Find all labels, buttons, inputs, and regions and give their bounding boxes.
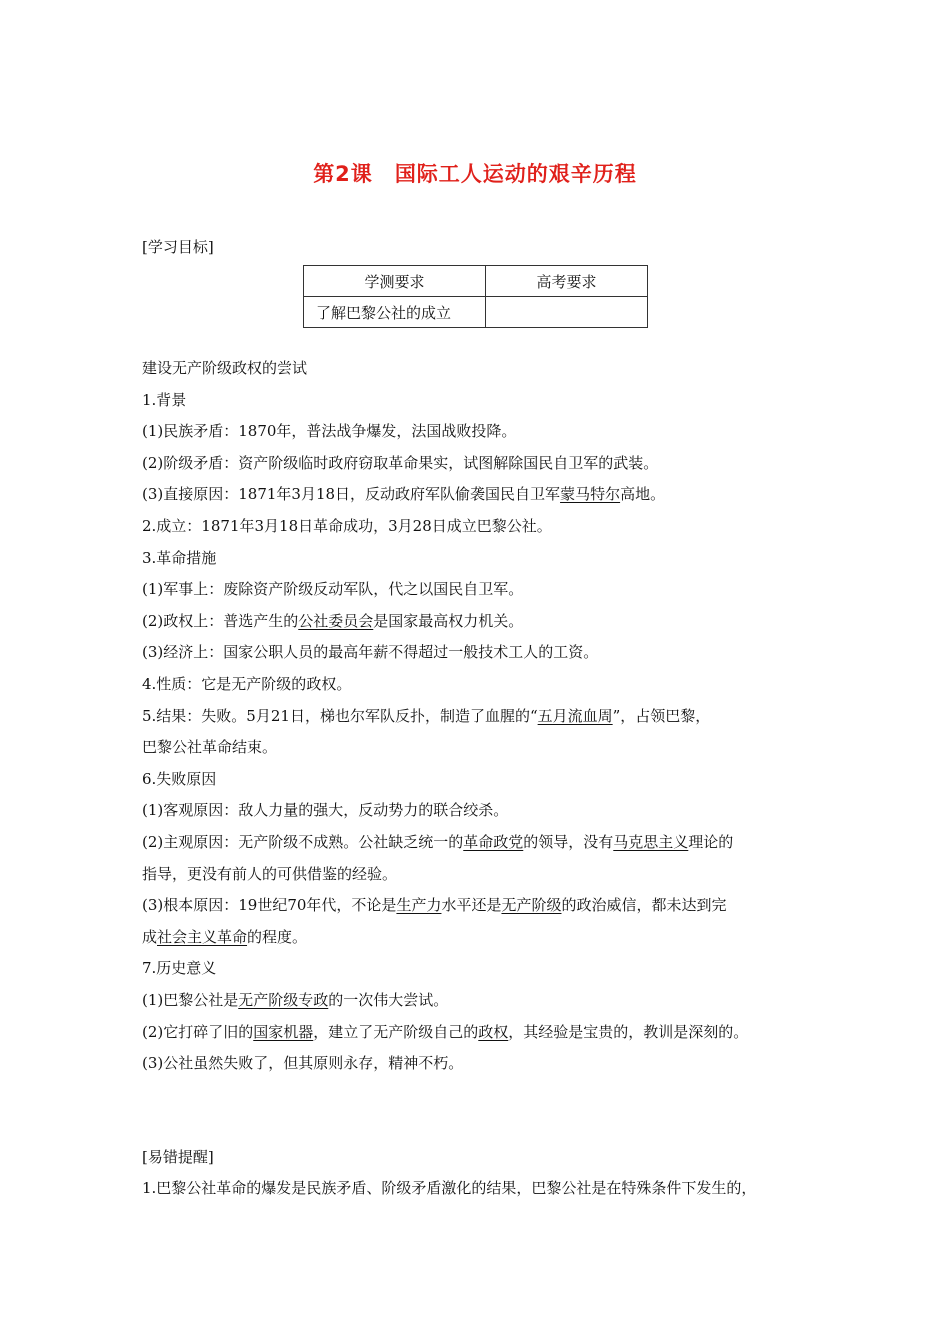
- underlined-keyword: 无产阶级: [501, 896, 562, 914]
- text-segment: 是国家最高权力机关。: [373, 612, 524, 630]
- content-line: [142, 706, 710, 726]
- lesson-name: 国际工人运动的艰辛历程: [394, 162, 637, 186]
- lesson-number: 第2课: [313, 162, 373, 186]
- text-segment: ，建立了无产阶级自己的: [313, 1023, 479, 1041]
- text-segment: (3)公社虽然失败了，但其原则永存，精神不朽。: [142, 1054, 464, 1072]
- text-segment: 3.革命措施: [142, 549, 217, 567]
- text-segment: 的程度。: [247, 928, 308, 946]
- text-segment: 水平还是: [441, 896, 502, 914]
- content-line: [142, 516, 552, 536]
- content-line: [142, 358, 307, 378]
- content-line: [142, 927, 307, 947]
- text-segment: 6.失败原因: [142, 770, 217, 788]
- content-line: [142, 611, 523, 631]
- text-segment: 建设无产阶级政权的尝试: [142, 359, 308, 377]
- text-segment: (2)主观原因：无产阶级不成熟。公社缺乏统一的: [142, 833, 464, 851]
- content-line: [142, 737, 277, 757]
- text-segment: 2.成立：1871年3月18日革命成功，3月28日成立巴黎公社。: [142, 517, 552, 535]
- text-segment: (1)巴黎公社是: [142, 991, 239, 1009]
- table-row: [304, 297, 648, 328]
- content-line: [142, 421, 516, 441]
- text-segment: 的政治威信，都未达到完: [561, 896, 727, 914]
- underlined-keyword: 社会主义革命: [157, 928, 248, 946]
- text-segment: 1.背景: [142, 391, 187, 409]
- table-header-cell: 高考要求: [486, 266, 648, 297]
- underlined-keyword: 国家机器: [253, 1023, 314, 1041]
- underlined-keyword: 马克思主义: [613, 833, 689, 851]
- content-line: [142, 390, 186, 410]
- text-segment: 高地。: [620, 485, 666, 503]
- underlined-keyword: 生产力: [396, 896, 442, 914]
- content-line: [142, 642, 598, 662]
- text-segment: 4.性质：它是无产阶级的政权。: [142, 675, 352, 693]
- underlined-keyword: 政权: [478, 1023, 509, 1041]
- reminder-line: 1.巴黎公社革命的爆发是民族矛盾、阶级矛盾激化的结果，巴黎公社是在特殊条件下发生的，: [142, 1179, 757, 1197]
- underlined-keyword: 公社委员会: [298, 612, 374, 630]
- text-segment: 5.结果：失败。5月21日，梯也尔军队反扑，制造了血腥的“: [142, 707, 538, 725]
- content-line: [142, 895, 727, 915]
- text-segment: 指导，更没有前人的可供借鉴的经验。: [142, 865, 398, 883]
- text-segment: 巴黎公社革命结束。: [142, 738, 278, 756]
- table-cell: [486, 297, 648, 328]
- text-segment: (1)民族矛盾：1870年，普法战争爆发，法国战败投降。: [142, 422, 517, 440]
- content-line: [142, 453, 658, 473]
- reminder-tag: [易错提醒]: [142, 1148, 214, 1166]
- learning-goals-tag: [学习目标]: [142, 238, 214, 256]
- text-segment: (1)客观原因：敌人力量的强大，反动势力的联合绞杀。: [142, 801, 509, 819]
- table-header-row: [304, 266, 648, 297]
- text-segment: 成: [142, 928, 158, 946]
- text-segment: 的一次伟大尝试。: [328, 991, 449, 1009]
- text-segment: 理论的: [688, 833, 734, 851]
- content-line: [142, 674, 351, 694]
- learning-goals-table: [303, 265, 648, 328]
- content-line: [142, 800, 508, 820]
- text-segment: 7.历史意义: [142, 959, 217, 977]
- table-cell: 了解巴黎公社的成立: [304, 297, 486, 328]
- text-segment: ”，占领巴黎，: [612, 707, 711, 725]
- underlined-keyword: 蒙马特尔: [560, 485, 621, 503]
- content-line: [142, 990, 448, 1010]
- content-line: [142, 484, 665, 504]
- content-line: [142, 864, 397, 884]
- content-line: [142, 548, 216, 568]
- text-segment: 的领导，没有: [523, 833, 614, 851]
- content-line: [142, 958, 216, 978]
- text-segment: (2)阶级矛盾：资产阶级临时政府窃取革命果实，试图解除国民自卫军的武装。: [142, 454, 659, 472]
- content-line: [142, 579, 523, 599]
- text-segment: (2)它打碎了旧的: [142, 1023, 254, 1041]
- text-segment: (2)政权上：普选产生的: [142, 612, 299, 630]
- text-segment: (3)直接原因：1871年3月18日，反动政府军队偷袭国民自卫军: [142, 485, 561, 503]
- content-line: [142, 832, 733, 852]
- underlined-keyword: 革命政党: [463, 833, 524, 851]
- content-line: [142, 1053, 463, 1073]
- content-line: [142, 769, 216, 789]
- table-header-cell: 学测要求: [304, 266, 486, 297]
- content-line: [142, 1022, 748, 1042]
- text-segment: ，其经验是宝贵的，教训是深刻的。: [508, 1023, 749, 1041]
- text-segment: (3)根本原因：19世纪70年代，不论是: [142, 896, 397, 914]
- underlined-keyword: 无产阶级专政: [238, 991, 329, 1009]
- text-segment: (1)军事上：废除资产阶级反动军队，代之以国民自卫军。: [142, 580, 524, 598]
- lesson-title: [0, 158, 950, 188]
- underlined-keyword: 五月流血周: [537, 707, 613, 725]
- text-segment: (3)经济上：国家公职人员的最高年薪不得超过一般技术工人的工资。: [142, 643, 599, 661]
